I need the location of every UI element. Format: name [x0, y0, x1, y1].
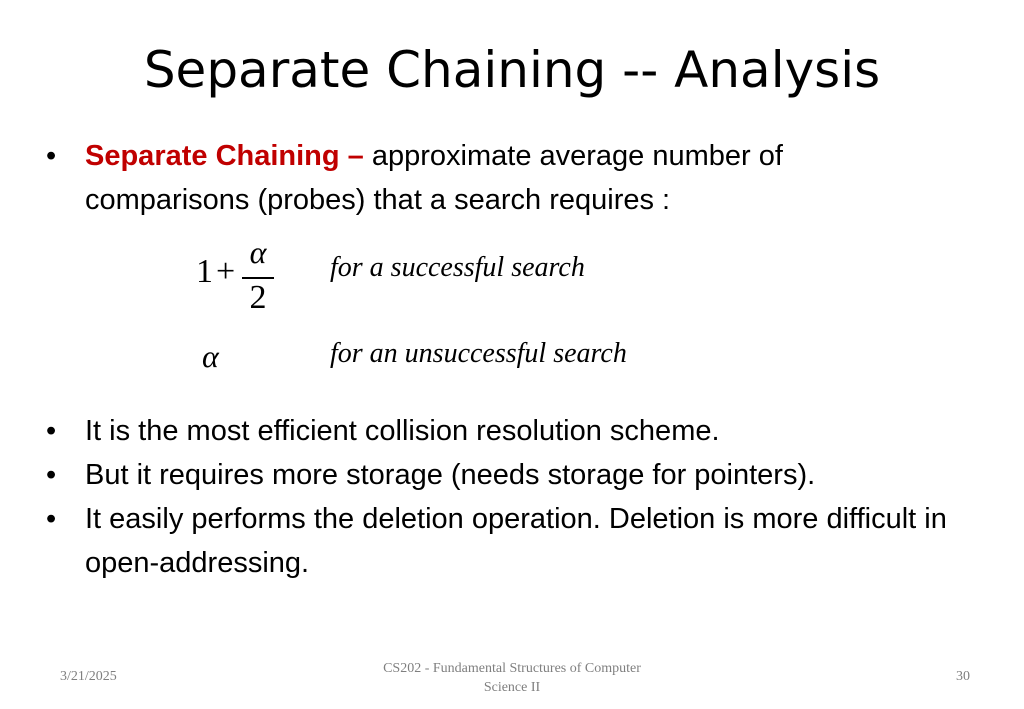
bullet-dot: • — [46, 140, 57, 172]
slide-title: Separate Chaining -- Analysis — [143, 41, 881, 99]
bullet-text: It easily performs the deletion operation. Deletion is more difficult in open-addressing. — [85, 503, 947, 579]
bullet-text-continued: comparisons (probes) that a search requires : — [85, 184, 671, 216]
fraction-denominator: 2 — [249, 279, 267, 316]
successful-formula — [196, 234, 316, 320]
formula-block — [196, 234, 796, 380]
footer-date: 3/21/2025 — [60, 669, 117, 684]
bullet-text: But it requires more storage (needs storage for pointers). — [85, 459, 816, 491]
bullet-dot: • — [46, 415, 57, 447]
analysis-bullet-list — [46, 409, 976, 585]
bullet-text: It is the most efficient collision resolution scheme. — [85, 415, 720, 447]
page-number: 30 — [956, 669, 970, 684]
unsuccessful-search-label: for an unsuccessful search — [330, 338, 627, 369]
highlight-term: Separate Chaining – — [85, 140, 364, 172]
footer-course-line2: Science II — [483, 680, 541, 695]
footer-course — [350, 659, 674, 697]
successful-search-label: for a successful search — [330, 252, 585, 283]
bullet-dot: • — [46, 459, 57, 491]
bullet-item — [46, 497, 976, 585]
bullet-item — [46, 409, 976, 453]
intro-bullet-list — [46, 134, 976, 222]
unsuccessful-formula: α — [202, 338, 219, 374]
bullet-dot: • — [46, 503, 57, 535]
bullet-item — [46, 134, 976, 222]
bullet-item — [46, 453, 976, 497]
formula-one: 1 — [196, 253, 213, 290]
formula-plus: + — [216, 253, 236, 290]
fraction-numerator: α — [249, 234, 267, 270]
bullet-text: approximate average number of — [363, 140, 783, 172]
footer-course-line1: CS202 - Fundamental Structures of Computer — [383, 661, 641, 676]
